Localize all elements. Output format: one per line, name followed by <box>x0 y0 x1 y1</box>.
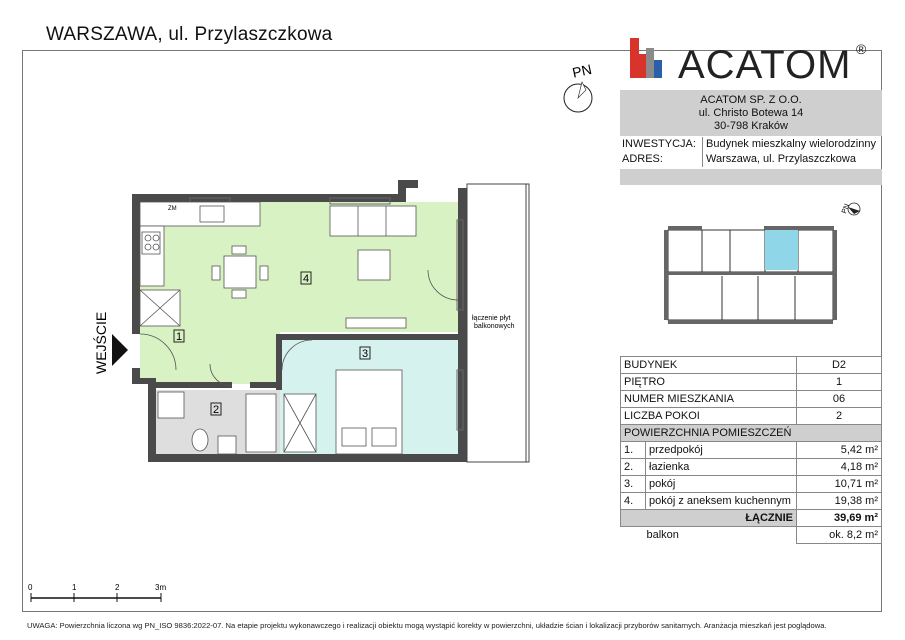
scale-tick-2: 2 <box>115 583 120 592</box>
room-name: łazienka <box>646 459 797 476</box>
keyplan-pn: PN <box>841 202 852 215</box>
investment-label: INWESTYCJA: <box>620 137 703 152</box>
building-key-plan <box>620 186 882 354</box>
scale-tick-3: 3m <box>155 583 167 592</box>
footer-note: UWAGA: Powierzchnia liczona wg PN_ISO 9836:2022-07. Na etapie projektu wykonawczego i realizacji obiektu mogą wystąpić korekty w powierzchni, układzie ścian i lokalizacji przyborów sanitarnych. Aranżacja mieszkań jest poglądowa. <box>27 621 827 630</box>
total-row <box>621 510 882 527</box>
balcony-note-1: łączenie płyt <box>472 315 511 322</box>
logo-registered: ® <box>856 41 867 57</box>
room-row <box>621 476 882 493</box>
room-1-fill <box>140 332 280 384</box>
scale-tick-0: 0 <box>28 583 33 592</box>
building-value: D2 <box>797 357 882 374</box>
row-floor <box>621 374 882 391</box>
total-value: 39,69 m² <box>797 510 882 527</box>
room-number: 3. <box>621 476 646 493</box>
balcony-label: balkon <box>646 529 679 542</box>
company-name: ACATOM SP. Z O.O. <box>700 94 802 106</box>
room-area: 19,38 m² <box>797 493 882 510</box>
logo-text: ACATOM <box>678 43 852 84</box>
address-label: ADRES: <box>620 152 703 167</box>
balcony-value: ok. 8,2 m² <box>797 527 882 544</box>
room-number-2: 2 <box>213 404 220 416</box>
compass-label: PN <box>570 60 594 81</box>
room-area: 10,71 m² <box>797 476 882 493</box>
zm-label: ZM <box>168 206 177 212</box>
entrance-label: WEJŚCIE <box>93 311 109 374</box>
entrance-arrow <box>112 334 128 366</box>
room-number: 4. <box>621 493 646 510</box>
apartment-number-value: 06 <box>797 391 882 408</box>
company-city: 30-798 Kraków <box>714 120 788 132</box>
acatom-logo <box>628 34 878 84</box>
scale-bar <box>28 580 178 604</box>
floor-label: PIĘTRO <box>621 374 797 391</box>
room-number: 2. <box>621 459 646 476</box>
room-row <box>621 459 882 476</box>
room-row <box>621 442 882 459</box>
grey-band <box>620 169 882 185</box>
north-compass <box>556 60 606 120</box>
room-number: 1. <box>621 442 646 459</box>
company-box <box>620 90 882 136</box>
scale-tick-1: 1 <box>72 583 77 592</box>
room-number-4: 4 <box>303 273 310 285</box>
page-title: WARSZAWA, ul. Przylaszczkowa <box>46 24 333 45</box>
row-rooms-count <box>621 408 882 425</box>
company-street: ul. Christo Botewa 14 <box>698 107 804 119</box>
bed <box>336 370 402 454</box>
floor-value: 1 <box>797 374 882 391</box>
investment-box <box>620 137 882 167</box>
apartment-info-table <box>620 356 882 544</box>
rooms-count-value: 2 <box>797 408 882 425</box>
keyplan-compass <box>841 203 860 215</box>
room-name: pokój <box>646 476 797 493</box>
rooms-count-label: LICZBA POKOI <box>621 408 797 425</box>
areas-header-row <box>621 425 882 442</box>
investment-value: Budynek mieszkalny wielorodzinny <box>706 138 876 150</box>
room-area: 5,42 m² <box>797 442 882 459</box>
address-value: Warszawa, ul. Przylaszczkowa <box>706 153 856 165</box>
floor-plan <box>60 150 540 480</box>
building-label: BUDYNEK <box>621 357 797 374</box>
room-row <box>621 493 882 510</box>
apartment-number-label: NUMER MIESZKANIA <box>621 391 797 408</box>
balcony-row <box>621 527 882 544</box>
row-apartment-number <box>621 391 882 408</box>
areas-header: POWIERZCHNIA POMIESZCZEŃ <box>621 425 882 442</box>
room-number-3: 3 <box>362 348 369 360</box>
room-number-1: 1 <box>176 331 183 343</box>
row-building <box>621 357 882 374</box>
room-name: pokój z aneksem kuchennym <box>646 493 797 510</box>
room-name: przedpokój <box>646 442 797 459</box>
total-label: ŁĄCZNIE <box>621 510 797 527</box>
room-area: 4,18 m² <box>797 459 882 476</box>
balcony-note-2: balkonowych <box>474 323 515 330</box>
